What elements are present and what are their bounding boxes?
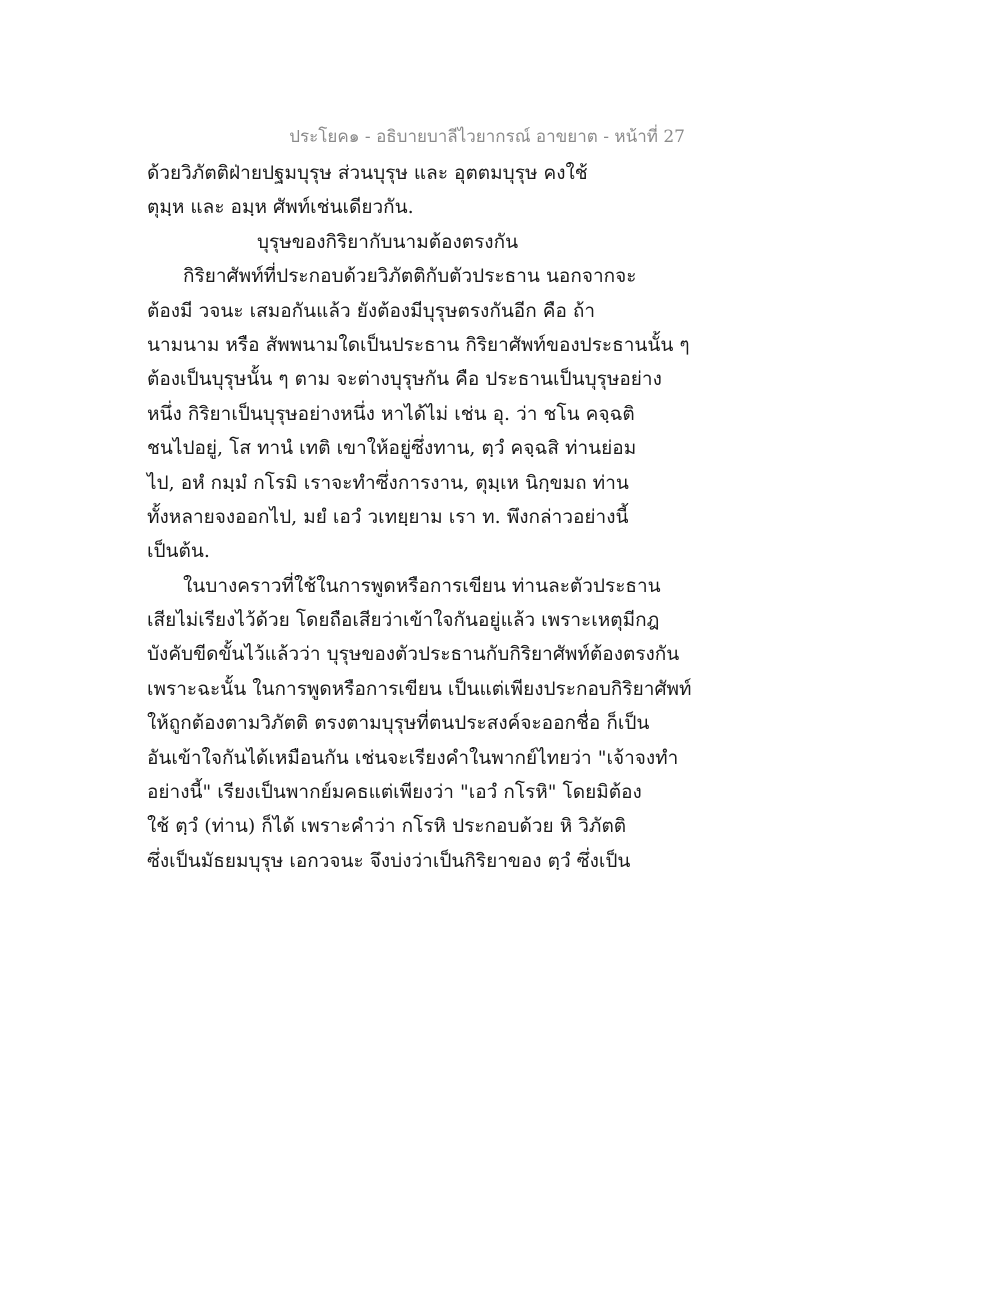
text-line: เพราะฉะนั้น ในการพูดหรือการเขียน เป็นแต่เพียงประกอบกิริยาศัพท์ bbox=[147, 677, 692, 700]
running-header: ประโยค๑ - อธิบายบาลีไวยากรณ์ อาขยาต - หน้าที่ 27 bbox=[289, 127, 685, 147]
paragraph-first-line: กิริยาศัพท์ที่ประกอบด้วยวิภัตติกับตัวประธาน นอกจากจะ bbox=[183, 265, 637, 288]
text-line: ซึ่งเป็นมัธยมบุรุษ เอกวจนะ จึงบ่งว่าเป็นกิริยาของ ตฺวํ ซึ่งเป็น bbox=[147, 849, 631, 872]
text-line: บังคับขีดขั้นไว้แล้วว่า บุรุษของตัวประธานกับกิริยาศัพท์ต้องตรงกัน bbox=[147, 643, 680, 666]
text-line: ด้วยวิภัตติฝ่ายปฐมบุรุษ ส่วนบุรุษ และ อุตตมบุรุษ คงใช้ bbox=[147, 162, 588, 184]
text-line: อย่างนี้" เรียงเป็นพากย์มคธแต่เพียงว่า "เอวํ กโรหิ" โดยมิต้อง bbox=[147, 781, 642, 804]
text-line: นามนาม หรือ สัพพนามใดเป็นประธาน กิริยาศัพท์ของประธานนั้น ๆ bbox=[147, 333, 690, 356]
text-line: ต้องเป็นบุรุษนั้น ๆ ตาม จะต่างบุรุษกัน คือ ประธานเป็นบุรุษอย่าง bbox=[147, 368, 662, 391]
section-heading: บุรุษของกิริยากับนามต้องตรงกัน bbox=[257, 230, 519, 253]
text-line: ต้องมี วจนะ เสมอกันแล้ว ยังต้องมีบุรุษตรงกันอีก คือ ถ้า bbox=[147, 299, 596, 322]
text-line: เป็นต้น. bbox=[147, 540, 210, 563]
text-line: ใช้ ตฺวํ (ท่าน) ก็ได้ เพราะคำว่า กโรหิ ประกอบด้วย หิ วิภัตติ bbox=[147, 815, 627, 838]
page-body bbox=[147, 156, 707, 878]
paragraph-first-line: ในบางคราวที่ใช้ในการพูดหรือการเขียน ท่านละตัวประธาน bbox=[183, 574, 661, 597]
text-line: ตุมฺห และ อมฺห ศัพท์เช่นเดียวกัน. bbox=[147, 196, 414, 219]
text-line: อันเข้าใจกันได้เหมือนกัน เช่นจะเรียงคำในพากย์ไทยว่า "เจ้าจงทำ bbox=[147, 746, 679, 769]
text-line: ทั้งหลายจงออกไป, มยํ เอวํ วเทยฺยาม เรา ท. พึงกล่าวอย่างนี้ bbox=[147, 505, 629, 528]
text-line: เสียไม่เรียงไว้ด้วย โดยถือเสียว่าเข้าใจกันอยู่แล้ว เพราะเหตุมีกฎ bbox=[147, 609, 660, 632]
text-line: ชนไปอยู่, โส ทานํ เทติ เขาให้อยู่ซึ่งทาน, ตฺวํ คจฺฉสิ ท่านย่อม bbox=[147, 437, 637, 460]
text-line: หนึ่ง กิริยาเป็นบุรุษอย่างหนึ่ง หาได้ไม่ เช่น อุ. ว่า ชโน คจฺฉติ bbox=[147, 402, 635, 425]
text-line: ไป, อหํ กมฺมํ กโรมิ เราจะทำซึ่งการงาน, ตุมฺเห นิกฺขมถ ท่าน bbox=[147, 471, 629, 494]
text-line: ให้ถูกต้องตามวิภัตติ ตรงตามบุรุษที่ตนประสงค์จะออกชื่อ ก็เป็น bbox=[147, 712, 650, 735]
